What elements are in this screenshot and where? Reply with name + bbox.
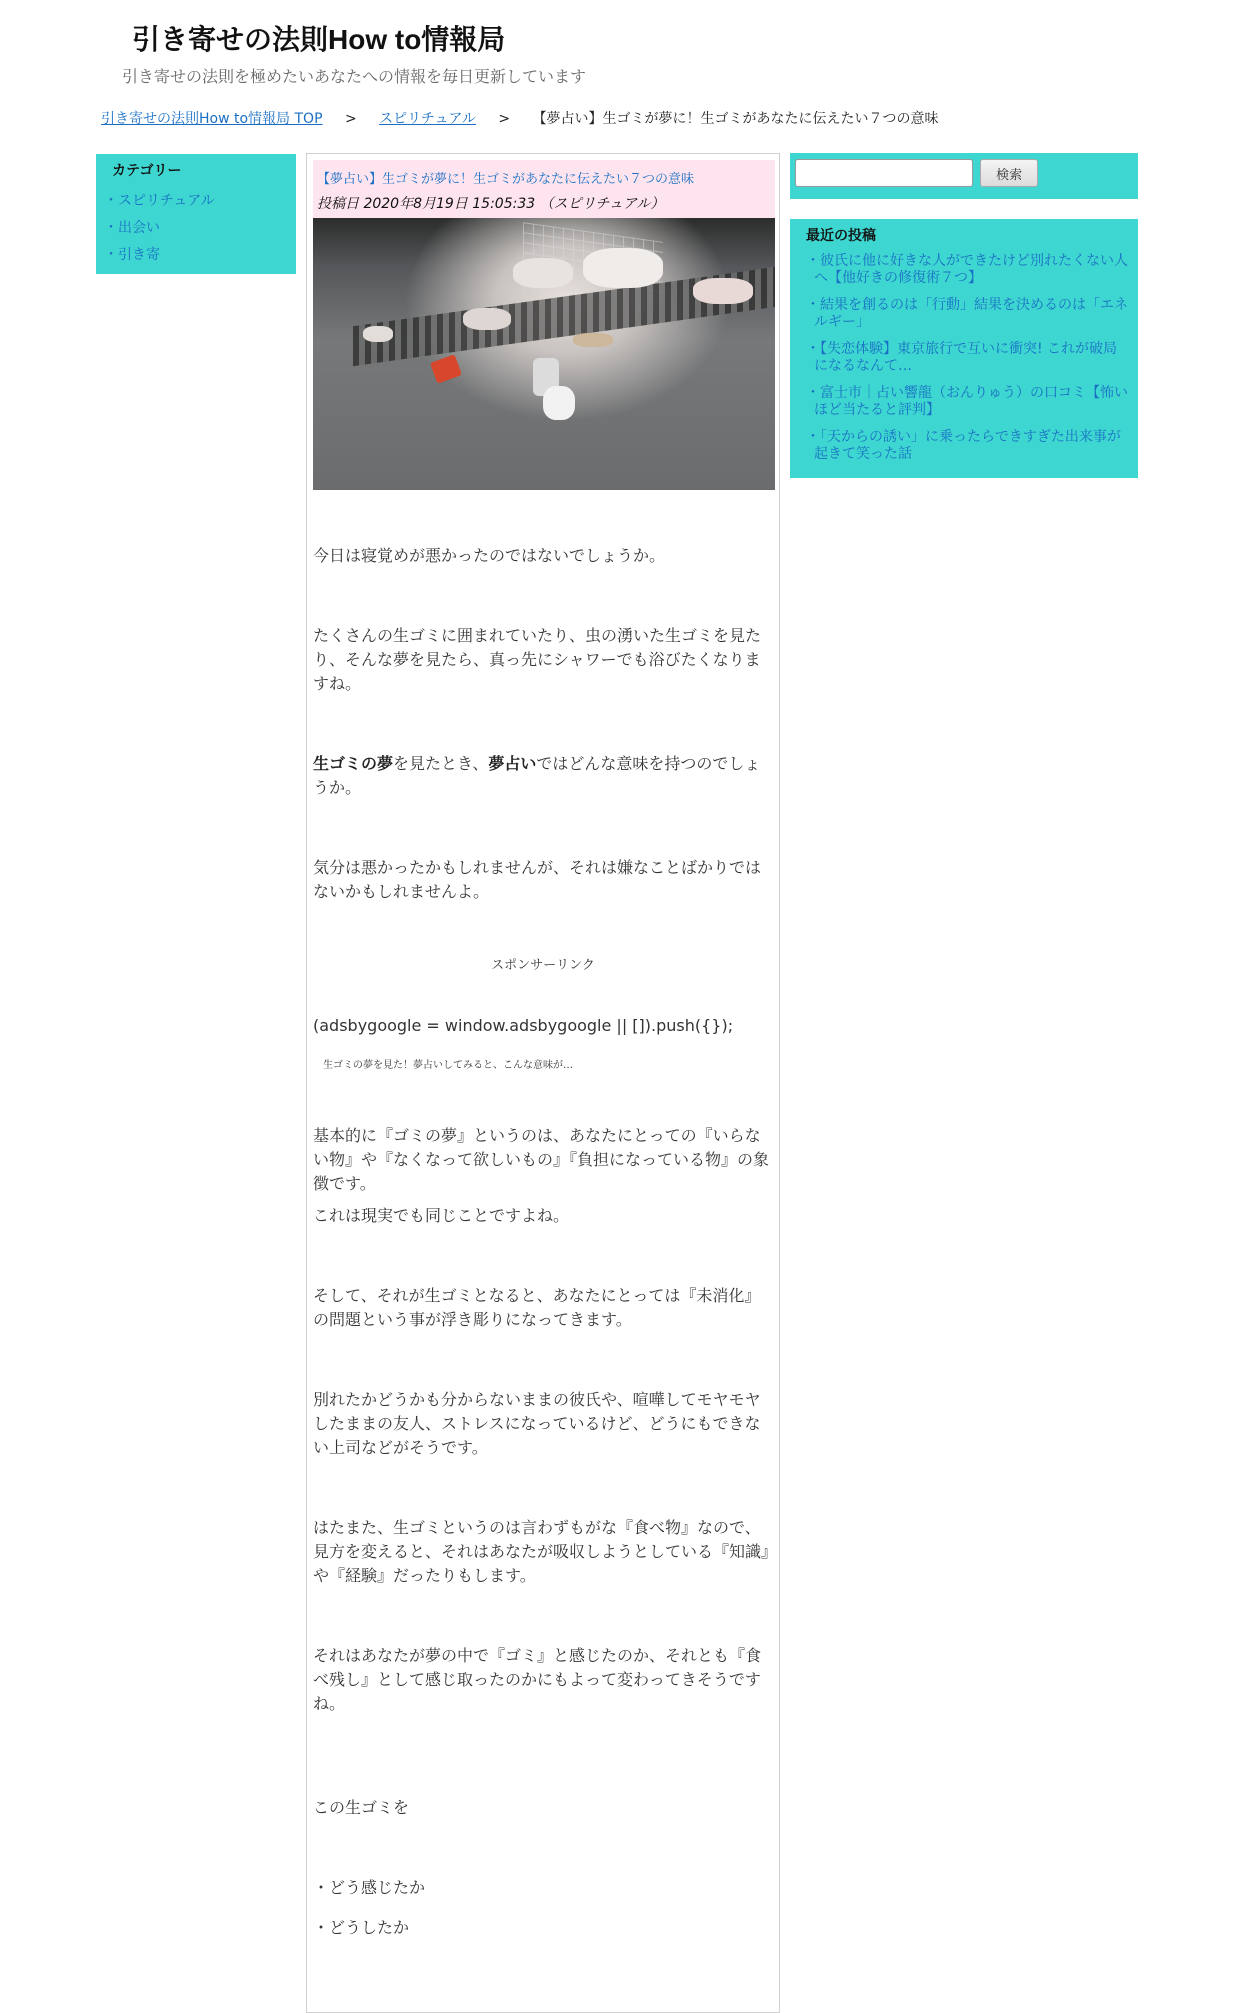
paragraph: 別れたかどうかも分からないままの彼氏や、喧嘩してモヤモヤしたままの友人、ストレスになっているけど、どうにもできない上司などがそうです。 <box>313 1390 761 1457</box>
breadcrumb <box>101 108 939 128</box>
paragraph: この生ゴミを <box>313 1798 410 1817</box>
paragraph: 基本的に『ゴミの夢』というのは、あなたにとっての『いらない物』や『なくなって欲しいもの』『負担になっている物』の象徴です。 <box>313 1126 770 1193</box>
recent-post-item[interactable] <box>806 253 1130 287</box>
garbage-piece <box>363 326 393 342</box>
post-title[interactable]: 【夢占い】生ゴミが夢に！生ゴミがあなたに伝えたい７つの意味 <box>317 172 695 187</box>
paragraph: これは現実でも同じことですよね。 <box>313 1206 570 1225</box>
garbage-piece <box>573 333 613 347</box>
breadcrumb-home-link[interactable]: 引き寄せの法則How to情報局 TOP <box>101 111 323 127</box>
recent-posts-widget <box>790 219 1138 478</box>
category-item-hikiyose[interactable] <box>112 242 280 269</box>
recent-post-link[interactable]: 「天からの誘い」に乗ったらできすぎた出来事が起きて笑った話 <box>814 429 1121 462</box>
recent-post-item[interactable] <box>806 297 1130 331</box>
search-input[interactable] <box>795 159 973 187</box>
paragraph: たくさんの生ゴミに囲まれていたり、虫の湧いた生ゴミを見たり、そんな夢を見たら、真っ先にシャワーでも浴びたくなりますね。 <box>313 626 762 693</box>
ad-script-text: (adsbygoogle = window.adsbygoogle || []).push({}); <box>313 1016 734 1035</box>
search-widget <box>790 153 1138 199</box>
garbage-piece <box>693 278 753 304</box>
breadcrumb-separator: > <box>344 111 357 127</box>
paragraph: 今日は寝覚めが悪かったのではないでしょうか。 <box>313 546 666 565</box>
recent-post-item[interactable] <box>806 429 1130 463</box>
category-widget <box>96 154 296 274</box>
site-title[interactable]: 引き寄せの法則How to情報局 <box>132 24 506 55</box>
category-widget-title: カテゴリー <box>112 163 182 179</box>
paragraph: それはあなたが夢の中で『ゴミ』と感じたのか、それとも『食べ残し』として感じ取ったのかにもよって変わってきそうですね。 <box>313 1646 762 1713</box>
garbage-piece <box>543 386 575 420</box>
recent-posts-list <box>806 253 1130 463</box>
recent-posts-title: 最近の投稿 <box>806 228 876 244</box>
recent-post-link[interactable]: 富士市｜占い響龍（おんりゅう）の口コミ【怖いほど当たると評判】 <box>814 385 1128 418</box>
article-image-garbage <box>313 218 775 490</box>
image-caption: 生ゴミの夢を見た！夢占いしてみると、こんな意味が… <box>323 1060 573 1071</box>
recent-post-link[interactable]: 結果を創るのは「行動」結果を決めるのは「エネルギー」 <box>814 297 1128 330</box>
bold-text: 生ゴミの夢 <box>313 754 394 773</box>
text-span: を見たとき、 <box>393 754 489 773</box>
recent-post-item[interactable] <box>806 385 1130 419</box>
bold-text: 夢占い <box>488 754 537 773</box>
category-item-deai[interactable] <box>112 215 280 242</box>
paragraph <box>313 752 773 800</box>
sponsor-label: スポンサーリンク <box>491 958 595 973</box>
paragraph: そして、それが生ゴミとなると、あなたにとっては『未消化』の問題という事が浮き彫りになってきます。 <box>313 1286 761 1329</box>
site-description: 引き寄せの法則を極めたいあなたへの情報を毎日更新しています <box>122 67 587 86</box>
category-item-spiritual[interactable] <box>112 188 280 215</box>
garbage-piece <box>430 354 462 384</box>
paragraph: はたまた、生ゴミというのは言わずもがな『食べ物』なので、見方を変えると、それはあなたが吸収しようとしている『知識』や『経験』だったりもします。 <box>313 1518 770 1585</box>
breadcrumb-current: 【夢占い】生ゴミが夢に！生ゴミがあなたに伝えたい７つの意味 <box>532 111 939 127</box>
breadcrumb-category-link[interactable]: スピリチュアル <box>379 111 476 127</box>
category-link[interactable]: スピリチュアル <box>118 193 215 209</box>
category-link[interactable]: 出会い <box>118 220 160 236</box>
list-line: ・どうしたか <box>313 1918 410 1937</box>
paragraph: 気分は悪かったかもしれませんが、それは嫌なことばかりではないかもしれませんよ。 <box>313 858 762 901</box>
recent-post-link[interactable]: 【失恋体験】東京旅行で互いに衝突! これが破局になるなんて… <box>814 341 1118 374</box>
garbage-piece <box>463 308 511 330</box>
text-span: ではどんな意味を持つのでしょうか。 <box>313 754 761 797</box>
main-article <box>306 153 780 2013</box>
garbage-piece <box>513 258 573 288</box>
category-link[interactable]: 引き寄 <box>118 247 160 263</box>
recent-post-item[interactable] <box>806 341 1130 375</box>
garbage-piece <box>583 248 663 288</box>
breadcrumb-separator: > <box>498 111 511 127</box>
recent-post-link[interactable]: 彼氏に他に好きな人ができたけど別れたくない人へ【他好きの修復術７つ】 <box>814 253 1128 286</box>
post-meta: 投稿日 2020年8月19日 15:05:33 （スピリチュアル） <box>317 196 665 212</box>
list-line: ・どう感じたか <box>313 1878 426 1897</box>
category-list <box>112 188 280 269</box>
post-header <box>313 160 775 218</box>
search-button[interactable]: 検索 <box>980 159 1038 187</box>
